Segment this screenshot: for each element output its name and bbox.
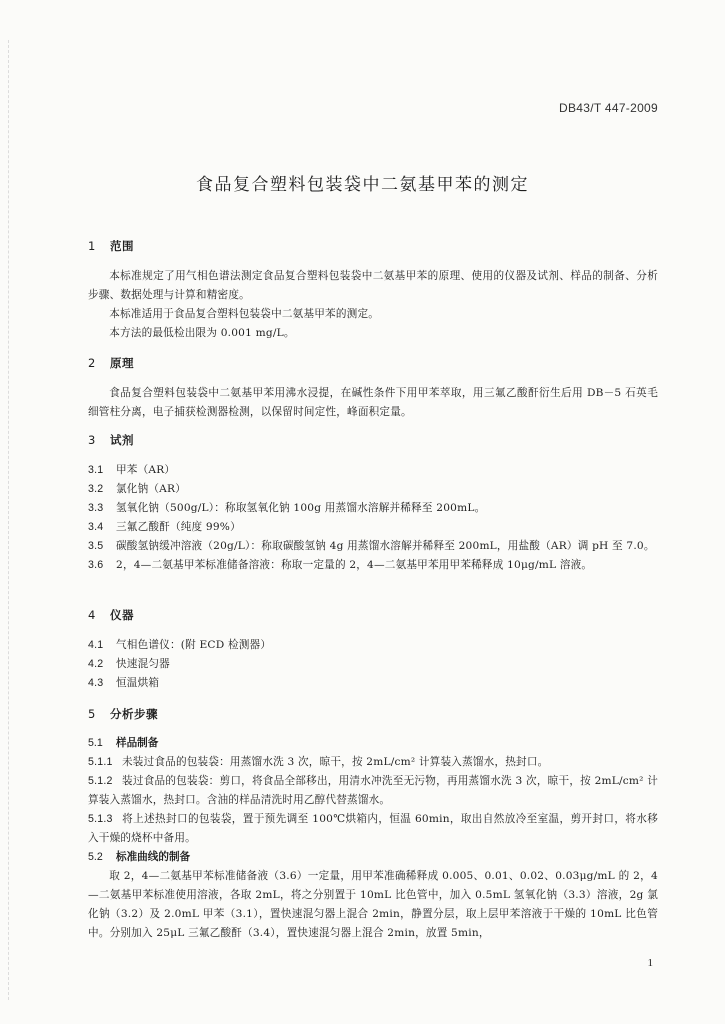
subsection-title: 标准曲线的制备 — [116, 851, 191, 863]
item-text: 快速混匀器 — [116, 658, 170, 670]
item-number: 3.6 — [88, 559, 104, 571]
item-number: 4.2 — [88, 658, 104, 670]
section-title: 分析步骤 — [110, 707, 158, 721]
section-principle — [88, 355, 658, 371]
list-item — [88, 810, 658, 848]
section-number: 3 — [88, 433, 96, 447]
list-item — [88, 461, 658, 480]
item-text: 气相色谱仪：(附 ECD 检测器） — [116, 639, 272, 651]
item-text: 氢氧化钠（500g/L）：称取氢氧化钠 100g 用蒸馏水溶解并稀释至 200mL。 — [116, 502, 486, 514]
section-number: 1 — [88, 239, 96, 253]
section-title: 范围 — [110, 239, 134, 253]
list-item — [88, 537, 658, 556]
item-text: 碳酸氢钠缓冲溶液（20g/L）：称取碳酸氢钠 4g 用蒸馏水溶解并稀释至 200mL，用盐酸（AR）调 pH 至 7.0。 — [116, 540, 655, 552]
paragraph: 取 2，4—二氨基甲苯标准储备液（3.6）一定量，用甲苯准确稀释成 0.005、0.01、0.02、0.03μg/mL 的 2，4—二氨基甲苯标准使用溶液，各取 2mL，将之分别置于 10mL 比色管中，加入 0.5mL 氢氧化钠（3.3）溶液，2g 氯化钠（3.2）及 2.0mL 甲苯（3.1），置快速混匀器上混合 2min，静置分层，取上层甲苯溶液于干燥的 10mL 比色管中。分别加入 25μL 三氟乙酸酐（3.4），置快速混匀器上混合 2min，放置 5min， — [88, 870, 658, 939]
list-item — [88, 674, 658, 693]
subsection-number: 5.2 — [88, 851, 103, 863]
section-heading — [88, 706, 658, 722]
section-title: 试剂 — [110, 433, 134, 447]
section-heading — [88, 355, 658, 371]
list-item — [88, 556, 658, 575]
list-item — [88, 480, 658, 499]
item-number: 4.1 — [88, 639, 104, 651]
section-number: 5 — [88, 707, 96, 721]
reagent-list — [88, 461, 658, 575]
subsection-number: 5.1 — [88, 737, 103, 749]
item-number: 3.2 — [88, 483, 104, 495]
section-title: 仪器 — [110, 608, 134, 622]
section-instruments — [88, 607, 658, 623]
item-number: 5.1.1 — [88, 756, 113, 768]
section-reagents — [88, 432, 658, 448]
page-number: 1 — [647, 957, 653, 969]
item-text: 甲苯（AR） — [116, 464, 176, 476]
section-number: 4 — [88, 608, 96, 622]
subsection-title: 样品制备 — [116, 737, 159, 749]
document-title: 食品复合塑料包装袋中二氨基甲苯的测定 — [196, 175, 529, 195]
item-number: 5.1.3 — [88, 813, 113, 825]
item-number: 3.5 — [88, 540, 104, 552]
standard-number: DB43/T 447-2009 — [558, 101, 658, 115]
paragraph: 本方法的最低检出限为 0.001 mg/L。 — [109, 327, 295, 339]
section-title: 原理 — [110, 356, 134, 370]
list-item — [88, 499, 658, 518]
list-item — [88, 655, 658, 674]
paragraph: 本标准适用于食品复合塑料包装袋中二氨基甲苯的测定。 — [109, 308, 380, 320]
section-heading — [88, 432, 658, 448]
section-scope — [88, 238, 658, 254]
procedure-body — [88, 734, 658, 943]
item-text: 未装过食品的包装袋：用蒸馏水洗 3 次，晾干，按 2mL/cm² 计算装入蒸馏水，热封口。 — [122, 756, 549, 768]
section-heading — [88, 607, 658, 623]
list-item — [88, 753, 658, 772]
subsection-heading — [88, 734, 658, 753]
item-number: 3.4 — [88, 521, 104, 533]
item-number: 5.1.2 — [88, 775, 113, 787]
section-number: 2 — [88, 356, 96, 370]
list-item — [88, 772, 658, 810]
item-number: 3.1 — [88, 464, 104, 476]
item-text: 2，4—二氨基甲苯标准储备溶液：称取一定量的 2，4—二氨基甲苯用甲苯稀释成 10μg/mL 溶液。 — [116, 559, 593, 571]
list-item — [88, 636, 658, 655]
list-item — [88, 518, 658, 537]
section-heading — [88, 238, 658, 254]
item-text: 恒温烘箱 — [116, 677, 160, 689]
paragraph: 食品复合塑料包装袋中二氨基甲苯用沸水浸提，在碱性条件下用甲苯萃取，用三氟乙酸酐衍生后用 DB－5 石英毛细管柱分离，电子捕获检测器检测，以保留时间定性，峰面积定量。 — [88, 387, 658, 418]
paragraph: 本标准规定了用气相色谱法测定食品复合塑料包装袋中二氨基甲苯的原理、使用的仪器及试剂、样品的制备、分析步骤、数据处理与计算和精密度。 — [88, 270, 658, 301]
item-text: 装过食品的包装袋：剪口，将食品全部移出，用清水冲洗至无污物，再用蒸馏水洗 3 次，晾干，按 2mL/cm² 计算装入蒸馏水，热封口。含油的样品清洗时用乙醇代替蒸馏水。 — [88, 775, 658, 806]
section-procedure — [88, 706, 658, 722]
item-text: 将上述热封口的包装袋，置于预先调至 100℃烘箱内，恒温 60min，取出自然放冷至室温，剪开封口，将水移入干燥的烧杯中备用。 — [88, 813, 658, 844]
item-text: 氯化钠（AR） — [116, 483, 186, 495]
item-number: 3.3 — [88, 502, 104, 514]
item-number: 4.3 — [88, 677, 104, 689]
instrument-list — [88, 636, 658, 693]
subsection-heading — [88, 848, 658, 867]
item-text: 三氟乙酸酐（纯度 99%） — [116, 521, 241, 533]
